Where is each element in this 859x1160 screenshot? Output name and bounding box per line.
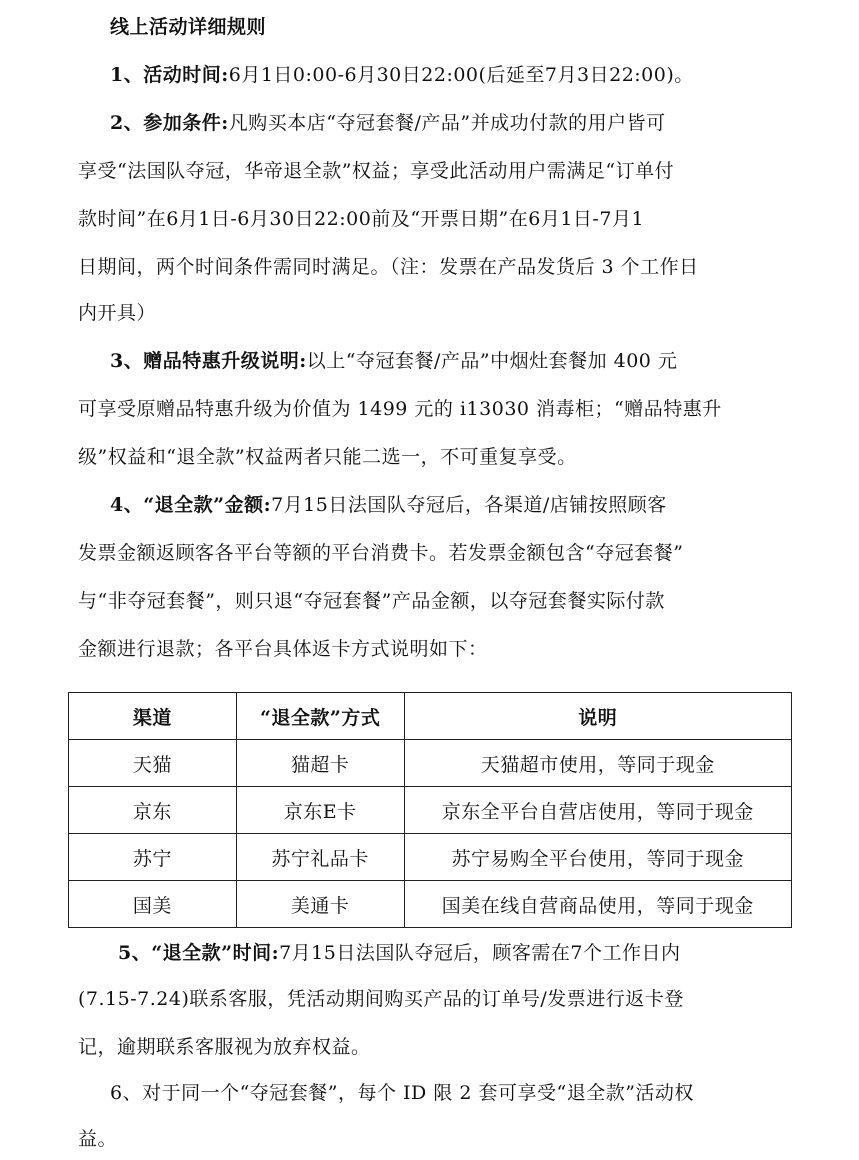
section-5-line-2: (7.15-7.24)联系客服，凭活动期间购买产品的订单号/发票进行返卡登: [78, 988, 684, 1010]
cell-refund-method: 苏宁礼品卡: [236, 834, 404, 881]
cell-description: 京东全平台自营店使用，等同于现金: [404, 787, 791, 834]
section-2-line-2: 享受“法国队夺冠，华帝退全款”权益；享受此活动用户需满足“订单付: [78, 160, 675, 182]
cell-description: 天猫超市使用，等同于现金: [404, 740, 791, 787]
section-2-line-1: [110, 110, 666, 136]
cell-refund-method: 美通卡: [236, 881, 404, 928]
cell-description: 国美在线自营商品使用，等同于现金: [404, 881, 791, 928]
section-2-label: 2、参加条件:: [110, 112, 229, 134]
cell-channel: 国美: [69, 881, 237, 928]
section-5-label: 5、“退全款”时间:: [118, 942, 280, 964]
section-3-line-2: 可享受原赠品特惠升级为价值为 1499 元的 i13030 消毒柜；“赠品特惠升: [78, 398, 722, 420]
section-5-line-3: 记，逾期联系客服视为放弃权益。: [78, 1036, 371, 1058]
cell-channel: 天猫: [69, 740, 237, 787]
section-4-text: 7月15日法国队夺冠后，各渠道/店铺按照顾客: [271, 494, 667, 516]
section-4-label: 4、“退全款”金额:: [110, 494, 272, 516]
cell-refund-method: 猫超卡: [236, 740, 404, 787]
table-header-row: [69, 693, 792, 740]
section-2-text: 凡购买本店“夺冠套餐/产品”并成功付款的用户皆可: [228, 112, 666, 134]
cell-refund-method: 京东E卡: [236, 787, 404, 834]
table-row: [69, 787, 792, 834]
table-row: [69, 740, 792, 787]
refund-method-table: [68, 692, 792, 928]
section-2-line-5: 内开具）: [78, 302, 157, 324]
section-3-line-1: [110, 348, 677, 374]
table-row: [69, 881, 792, 928]
page-title: 线上活动详细规则: [110, 16, 267, 38]
section-2-line-4: 日期间，两个时间条件需同时满足。（注：发票在产品发货后 3 个工作日: [78, 256, 699, 278]
cell-description: 苏宁易购全平台使用，等同于现金: [404, 834, 791, 881]
section-2-line-3: 款时间”在6月1日-6月30日22:00前及“开票日期”在6月1日-7月1: [78, 208, 645, 230]
section-1-label: 1、活动时间:: [110, 64, 229, 86]
header-channel: 渠道: [69, 693, 237, 740]
section-4-line-3: 与“非夺冠套餐”，则只退“夺冠套餐”产品金额，以夺冠套餐实际付款: [78, 590, 665, 612]
section-1-text: 6月1日0:00-6月30日22:00(后延至7月3日22:00)。: [228, 64, 694, 86]
section-4-line-2: 发票金额返顾客各平台等额的平台消费卡。若发票金额包含“夺冠套餐”: [78, 542, 684, 564]
section-4-line-1: [110, 492, 667, 518]
section-3-label: 3、赠品特惠升级说明:: [110, 350, 307, 372]
section-3-text: 以上“夺冠套餐/产品”中烟灶套餐加 400 元: [306, 350, 678, 372]
section-4-line-4: 金额进行退款；各平台具体返卡方式说明如下：: [78, 638, 488, 660]
header-description: 说明: [404, 693, 791, 740]
section-1: [110, 62, 694, 88]
section-6-line-2: 益。: [78, 1128, 118, 1150]
section-6-line-1: 6、对于同一个“夺冠套餐”，每个 ID 限 2 套可享受“退全款”活动权: [110, 1082, 694, 1104]
section-5-line-1: [118, 940, 680, 966]
cell-channel: 苏宁: [69, 834, 237, 881]
cell-channel: 京东: [69, 787, 237, 834]
section-5-text: 7月15日法国队夺冠后，顾客需在7个工作日内: [279, 942, 681, 964]
section-3-line-3: 级”权益和“退全款”权益两者只能二选一，不可重复享受。: [78, 446, 577, 468]
header-refund-method: “退全款”方式: [236, 693, 404, 740]
table-row: [69, 834, 792, 881]
